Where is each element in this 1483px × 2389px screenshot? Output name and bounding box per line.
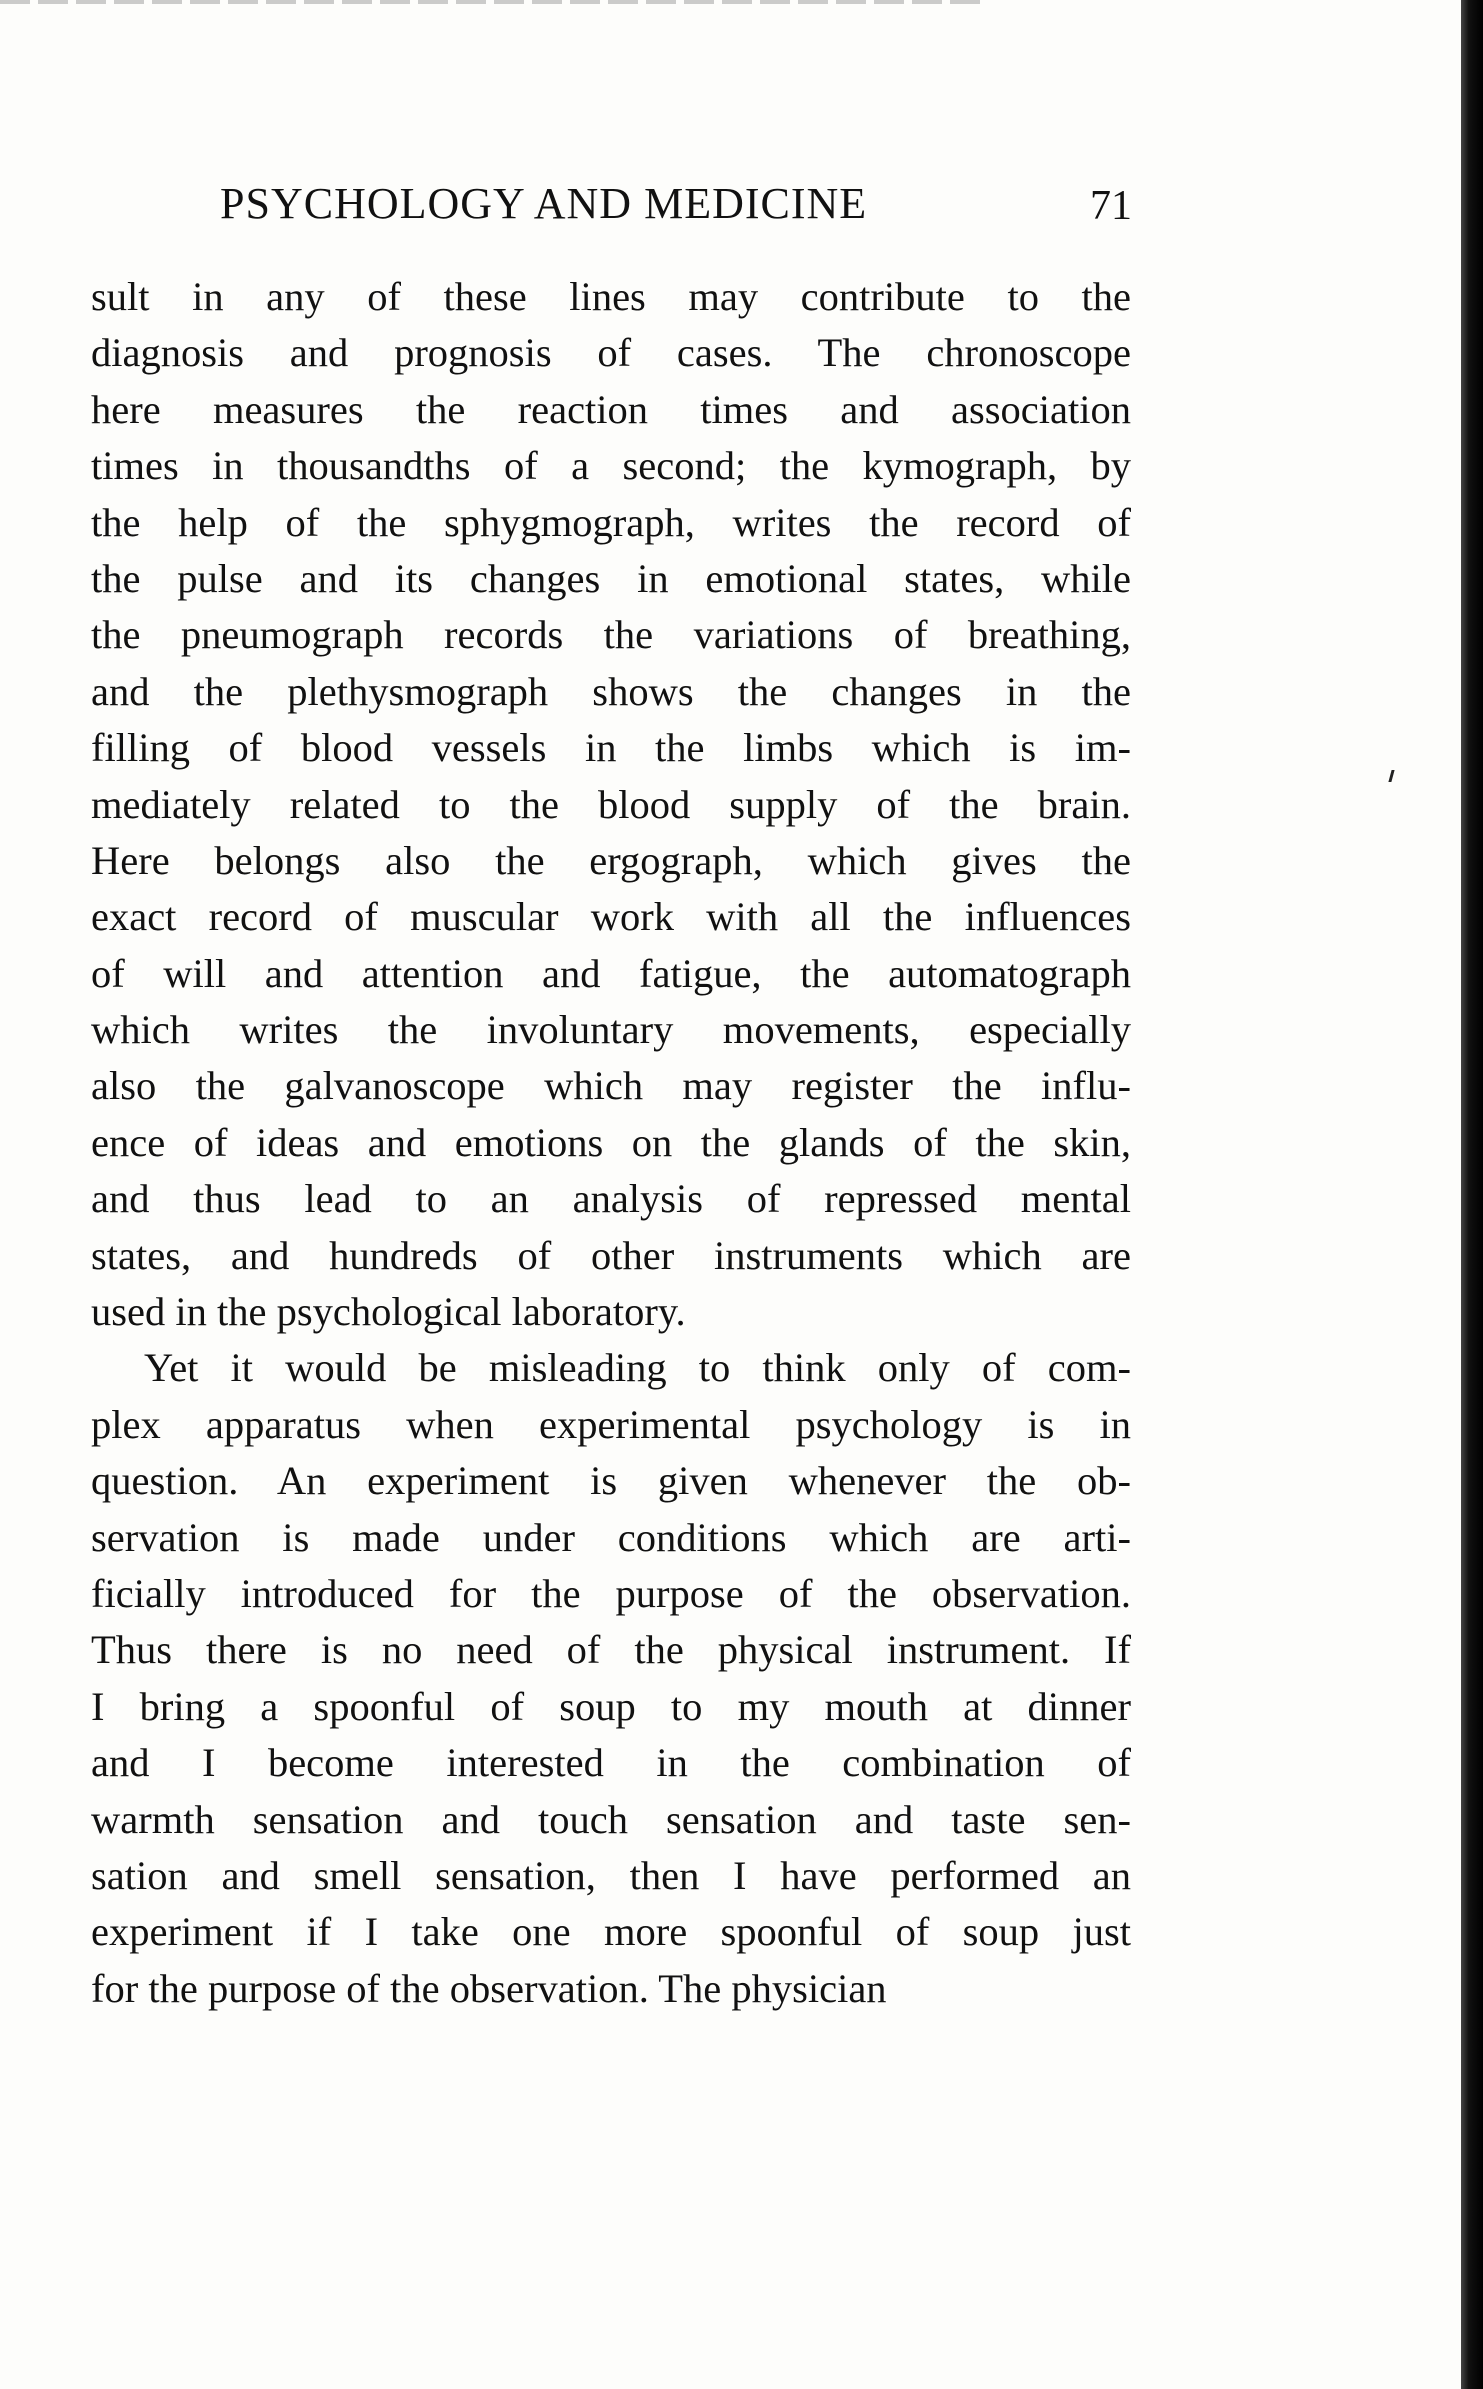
text-line	[91, 1735, 1131, 1791]
text-line	[91, 1792, 1131, 1848]
text-line	[91, 720, 1131, 776]
text-line-content: filling of blood vessels in the limbs which is im-	[91, 725, 1131, 771]
text-line-content: sation and smell sensation, then I have performed an	[91, 1852, 1131, 1898]
text-line	[91, 1284, 1131, 1340]
page-header	[220, 178, 1132, 238]
text-line	[91, 833, 1131, 889]
text-line	[91, 1228, 1131, 1284]
body-text	[91, 269, 1131, 2017]
text-line	[91, 1340, 1131, 1396]
text-line	[91, 1002, 1131, 1058]
scan-binding-edge	[1461, 0, 1483, 2389]
text-line	[91, 889, 1131, 945]
text-line-content: diagnosis and prognosis of cases. The chronoscope	[91, 330, 1131, 376]
page-number: 71	[1090, 183, 1132, 229]
scan-top-edge	[0, 0, 980, 4]
text-line	[91, 1058, 1131, 1114]
text-line-content: ence of ideas and emotions on the glands of the skin,	[91, 1119, 1131, 1165]
text-line-content: the help of the sphygmograph, writes the record of	[91, 499, 1131, 545]
text-line-content: ficially introduced for the purpose of the observation.	[91, 1570, 1131, 1616]
text-line-content: I bring a spoonful of soup to my mouth at dinner	[91, 1683, 1131, 1729]
text-line-content: mediately related to the blood supply of the brain.	[91, 781, 1131, 827]
text-line	[91, 946, 1131, 1002]
text-line-content: question. An experiment is given whenever the ob-	[91, 1458, 1131, 1504]
text-line	[91, 1622, 1131, 1678]
text-line	[91, 1397, 1131, 1453]
text-line	[91, 607, 1131, 663]
text-line	[91, 551, 1131, 607]
text-line-content: the pulse and its changes in emotional states, while	[91, 555, 1131, 601]
text-line-content: for the purpose of the observation. The physician	[91, 1965, 887, 2011]
text-line-content: experiment if I take one more spoonful of soup just	[91, 1909, 1131, 1955]
text-line-content: exact record of muscular work with all the influences	[91, 894, 1131, 940]
text-line	[91, 1961, 1131, 2017]
scan-speck	[1388, 770, 1394, 782]
text-line-content: and the plethysmograph shows the changes in the	[91, 668, 1131, 714]
text-line-content: states, and hundreds of other instruments which are	[91, 1232, 1131, 1278]
text-line	[91, 664, 1131, 720]
text-line-content: and thus lead to an analysis of repressed mental	[91, 1176, 1131, 1222]
text-line-content: servation is made under conditions which are arti-	[91, 1514, 1131, 1560]
text-line	[91, 1453, 1131, 1509]
text-line-content: times in thousandths of a second; the kymograph, by	[91, 443, 1131, 489]
text-line	[91, 1171, 1131, 1227]
text-line-content: plex apparatus when experimental psychology is in	[91, 1401, 1131, 1447]
text-line-content: of will and attention and fatigue, the automatograph	[91, 950, 1131, 996]
text-line	[91, 1848, 1131, 1904]
text-line	[91, 1904, 1131, 1960]
text-line	[91, 1679, 1131, 1735]
text-line-content: which writes the involuntary movements, especially	[91, 1007, 1131, 1053]
running-title: PSYCHOLOGY AND MEDICINE	[220, 179, 868, 228]
text-line	[91, 1510, 1131, 1566]
text-line	[91, 495, 1131, 551]
text-line-content: warmth sensation and touch sensation and taste sen-	[91, 1796, 1131, 1842]
text-line-content: here measures the reaction times and association	[91, 386, 1131, 432]
text-line	[91, 438, 1131, 494]
text-line	[91, 777, 1131, 833]
text-line	[91, 1566, 1131, 1622]
text-line	[91, 1115, 1131, 1171]
text-line-content: the pneumograph records the variations of breathing,	[91, 612, 1131, 658]
text-line	[91, 382, 1131, 438]
text-line	[91, 269, 1131, 325]
text-line-content: Yet it would be misleading to think only of com-	[144, 1345, 1131, 1391]
text-line-content: and I become interested in the combination of	[91, 1740, 1131, 1786]
text-line-content: also the galvanoscope which may register the influ-	[91, 1063, 1131, 1109]
text-line-content: used in the psychological laboratory.	[91, 1289, 686, 1335]
text-line	[91, 325, 1131, 381]
text-line-content: sult in any of these lines may contribute to the	[91, 274, 1131, 319]
text-line-content: Thus there is no need of the physical instrument. If	[91, 1627, 1131, 1673]
text-line-content: Here belongs also the ergograph, which gives the	[91, 837, 1131, 883]
